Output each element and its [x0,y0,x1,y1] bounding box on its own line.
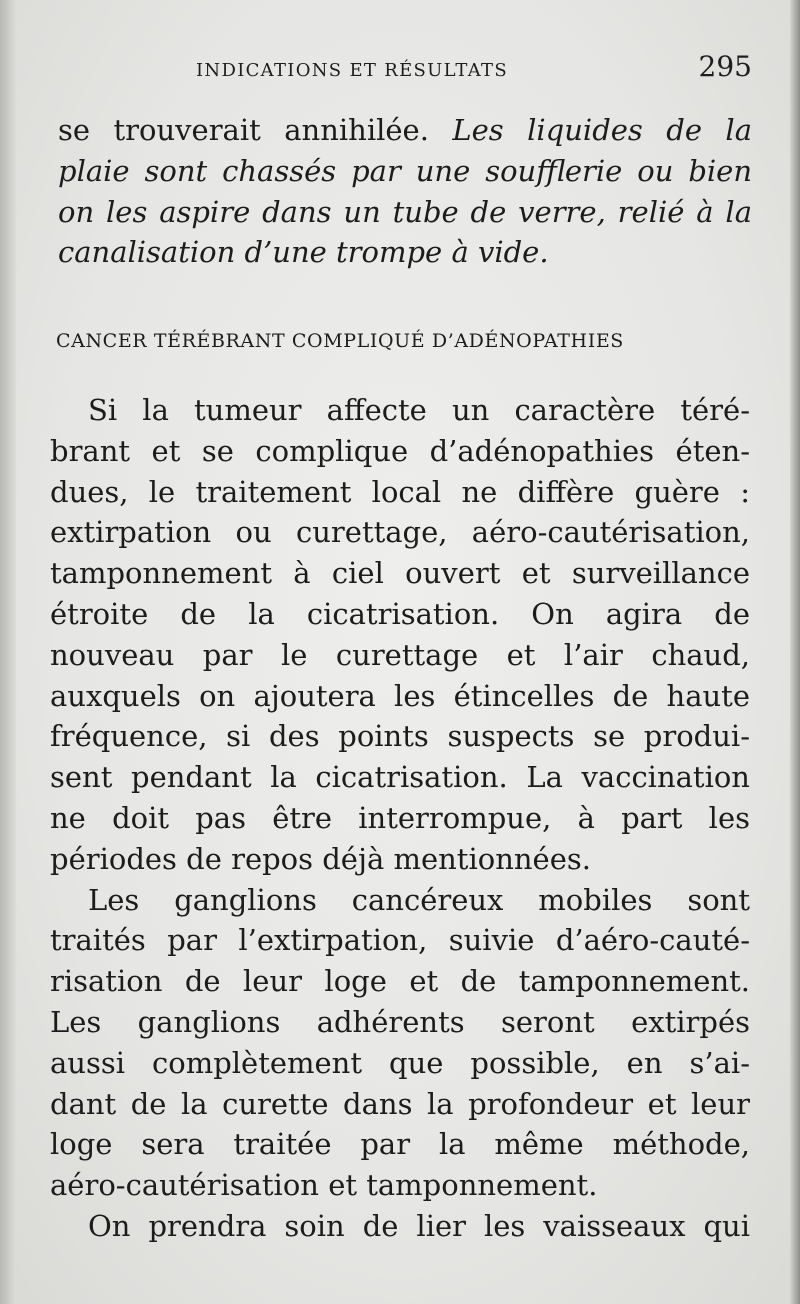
intro-paragraph [58,110,752,273]
text-line: aussi complètement que possible, en s’ai- [50,1045,750,1080]
section-heading: CANCER TÉRÉBRANT COMPLIQUÉ D’ADÉNOPATHIES [56,330,624,352]
text-line: dant de la curette dans la profondeur et leur [50,1086,750,1121]
text-line: tamponnement à ciel ouvert et surveillance [50,556,750,591]
page-edge-left [0,0,16,1304]
paragraph-2 [50,880,750,1206]
intro-line-italic: canalisation d’une trompe à vide. [58,235,549,270]
text-line: ne doit pas être interrompue, à part les [50,800,750,835]
text-line: traités par l’extirpation, suivie d’aéro-cauté- [50,923,750,958]
text-line: aéro-cautérisation et tamponnement. [50,1168,598,1203]
intro-line [58,192,752,233]
text-line: extirpation ou curettage, aéro-cautérisation, [50,515,750,550]
intro-line-italic: plaie sont chassés par une soufflerie ou bien [58,153,752,188]
text-line: sent pendant la cicatrisation. La vaccination [50,760,750,795]
text-line: étroite de la cicatrisation. On agira de [50,596,750,631]
intro-line-plain: se trouverait annihilée. [58,113,453,147]
page-header [196,50,756,90]
text-line: nouveau par le curettage et l’air chaud, [50,637,750,672]
text-line: périodes de repos déjà mentionnées. [50,841,591,876]
text-line: loge sera traitée par la même méthode, [50,1127,750,1162]
body-text [50,390,750,1247]
page-edge-right [790,0,800,1304]
text-line: fréquence, si des points suspects se produi- [50,719,750,754]
paragraph-1 [50,390,750,880]
text-line: auxquels on ajoutera les étincelles de haute [50,678,750,713]
intro-line [58,151,752,192]
intro-line-italic: on les aspire dans un tube de verre, relié à la [58,194,752,229]
paragraph-3 [50,1206,750,1247]
text-line: dues, le traitement local ne diffère guère : [50,474,750,509]
text-line: Si la tumeur affecte un caractère téré- [88,393,750,427]
text-line: Les ganglions adhérents seront extirpés [50,1004,750,1039]
text-line: Les ganglions cancéreux mobiles sont [88,882,750,917]
text-line: On prendra soin de lier les vaisseaux qui [88,1208,750,1243]
text-line: brant et se complique d’adénopathies éten- [50,433,750,468]
intro-line-italic: Les liquides de la [452,113,752,147]
text-line: risation de leur loge et de tamponnement. [50,964,750,999]
intro-line [58,110,752,151]
running-head: INDICATIONS ET RÉSULTATS [196,60,508,81]
intro-line [58,232,752,273]
page-number: 295 [698,50,752,83]
